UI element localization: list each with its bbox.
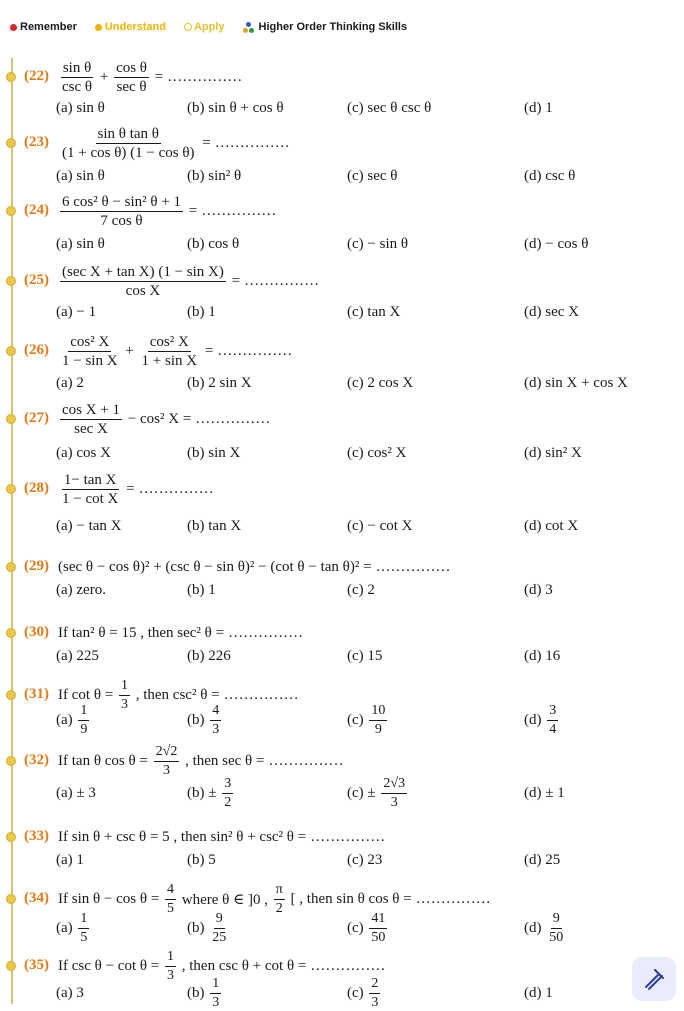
- denominator: 4: [549, 721, 557, 737]
- option-label: (a) zero.: [56, 581, 106, 598]
- question-bullet-icon: [6, 346, 16, 356]
- answer-blank: ……………: [138, 480, 214, 497]
- fraction: [78, 703, 89, 738]
- legend-understand: Understand: [95, 21, 166, 33]
- stem-text: +: [121, 342, 138, 359]
- option-a[interactable]: [56, 979, 84, 1007]
- numerator: 1: [78, 703, 89, 721]
- question-bullet-icon: [6, 206, 16, 216]
- option-a[interactable]: [56, 162, 105, 190]
- stem-text: [ , then sin θ cos θ =: [286, 890, 412, 907]
- yellow-dot-icon: [95, 24, 102, 31]
- option-label: (c) − sin θ: [347, 235, 409, 252]
- option-b[interactable]: [187, 512, 241, 540]
- option-c[interactable]: [347, 230, 408, 258]
- option-c[interactable]: [347, 369, 413, 397]
- fraction: [165, 949, 176, 984]
- option-c[interactable]: [347, 162, 398, 190]
- option-d[interactable]: [524, 230, 588, 258]
- option-label: (a) sin θ: [56, 235, 105, 252]
- option-label: (b) 2 sin X: [187, 374, 252, 391]
- numerator: 1: [119, 678, 130, 696]
- fraction: [547, 703, 558, 738]
- option-c[interactable]: [347, 910, 389, 945]
- option-label: (b) ±: [187, 784, 221, 801]
- option-label: (b) 5: [187, 851, 216, 868]
- numerator: 6 cos² θ − sin² θ + 1: [62, 193, 182, 210]
- answer-blank: ……………: [310, 957, 386, 974]
- option-label: (c) tan X: [347, 303, 401, 320]
- answer-blank: ……………: [214, 134, 290, 151]
- left-margin-rail: [11, 58, 13, 1004]
- option-a[interactable]: [56, 369, 84, 397]
- option-label: (d) 25: [524, 851, 561, 868]
- option-label: (b): [187, 711, 209, 728]
- stem-text: +: [96, 68, 113, 85]
- option-a[interactable]: [56, 779, 96, 807]
- option-d[interactable]: [524, 910, 567, 945]
- denominator: 1 + sin X: [141, 352, 198, 369]
- answer-blank: ……………: [217, 342, 293, 359]
- numerator: 9: [214, 911, 225, 929]
- option-a[interactable]: [56, 702, 91, 737]
- denominator: 50: [549, 929, 564, 945]
- denominator: (1 + cos θ) (1 − cos θ): [62, 144, 195, 161]
- question-number: (27): [24, 410, 49, 426]
- fraction: [114, 60, 149, 95]
- question-stem: [58, 548, 451, 586]
- numerator: cos² X: [70, 333, 110, 350]
- option-label: (a) − 1: [56, 303, 97, 320]
- fraction: [547, 911, 565, 946]
- option-c[interactable]: [347, 94, 431, 122]
- question-bullet-icon: [6, 832, 16, 842]
- ring-icon: [184, 23, 192, 31]
- option-label: (c): [347, 711, 368, 728]
- numerator: 4: [210, 703, 221, 721]
- denominator: 3: [162, 762, 170, 778]
- fraction: [369, 976, 380, 1011]
- option-b[interactable]: [187, 439, 240, 467]
- skill-legend: [10, 14, 425, 40]
- stem-text: If cot θ =: [58, 686, 117, 703]
- stem-text: =: [227, 272, 241, 289]
- option-label: (b) 226: [187, 647, 231, 664]
- question-number: (35): [24, 957, 49, 973]
- option-b[interactable]: [187, 910, 230, 945]
- question-stem: [58, 400, 270, 438]
- answer-blank: ……………: [201, 202, 277, 219]
- option-label: (b) sin X: [187, 444, 241, 461]
- option-label: (c) 15: [347, 647, 383, 664]
- option-label: (c) 2: [347, 581, 375, 598]
- fraction: [60, 126, 197, 161]
- question-number: (31): [24, 686, 49, 702]
- denominator: 1 − sin X: [62, 352, 118, 369]
- answer-blank: ……………: [415, 890, 491, 907]
- option-c[interactable]: [347, 439, 406, 467]
- option-label: (d) 1: [524, 984, 553, 1001]
- option-b[interactable]: [187, 702, 223, 737]
- option-label: (c) ±: [347, 784, 380, 801]
- answer-blank: ……………: [195, 410, 271, 427]
- denominator: sec θ: [116, 78, 147, 95]
- option-label: (c) cos² X: [347, 444, 407, 461]
- fraction: [210, 703, 221, 738]
- edit-tool-button[interactable]: [632, 957, 676, 1001]
- numerator: 2: [369, 976, 380, 994]
- numerator: 4: [165, 882, 176, 900]
- option-label: (d) sin X + cos X: [524, 374, 628, 391]
- option-label: (a): [56, 919, 77, 936]
- numerator: 1: [78, 911, 89, 929]
- fraction: [222, 776, 233, 811]
- question-bullet-icon: [6, 484, 16, 494]
- denominator: 7 cos θ: [100, 212, 143, 229]
- option-d[interactable]: [524, 94, 553, 122]
- option-label: (d) 1: [524, 99, 553, 116]
- denominator: 9: [374, 721, 382, 737]
- answer-blank: ……………: [310, 828, 386, 845]
- option-label: (c): [347, 919, 368, 936]
- option-c[interactable]: [347, 846, 382, 874]
- option-label: (a) ± 3: [56, 784, 96, 801]
- option-c[interactable]: [347, 702, 389, 737]
- denominator: 2: [224, 794, 232, 810]
- fraction: [60, 402, 122, 437]
- denominator: 5: [167, 900, 175, 916]
- denominator: cos X: [125, 282, 161, 299]
- stem-text: where θ ∈ ]0 ,: [178, 891, 272, 908]
- stem-text: If sin θ + csc θ = 5 , then sin² θ + csc² θ =: [58, 828, 307, 845]
- question-stem: [58, 880, 491, 918]
- option-a[interactable]: [56, 846, 84, 874]
- stem-text: =: [198, 134, 211, 151]
- option-label: (a) cos X: [56, 444, 111, 461]
- option-label: (a) 3: [56, 984, 84, 1001]
- option-label: (b) sin θ + cos θ: [187, 99, 284, 116]
- question-stem: [58, 742, 343, 780]
- denominator: 2: [275, 900, 283, 916]
- question-number: (33): [24, 828, 49, 844]
- option-label: (b) sin² θ: [187, 167, 242, 184]
- legend-hots: Higher Order Thinking Skills: [243, 21, 408, 33]
- answer-blank: ……………: [167, 68, 243, 85]
- question-number: (23): [24, 134, 49, 150]
- fraction: [60, 264, 226, 299]
- question-stem: [58, 262, 319, 300]
- option-label: (a) 2: [56, 374, 84, 391]
- fraction: [60, 472, 120, 507]
- option-label: (d): [524, 711, 546, 728]
- option-label: (c) − cot X: [347, 517, 413, 534]
- option-c[interactable]: [347, 576, 375, 604]
- question-bullet-icon: [6, 894, 16, 904]
- stem-text: =: [151, 68, 164, 85]
- question-stem: [58, 332, 292, 370]
- denominator: 25: [212, 929, 227, 945]
- option-label: (c) 23: [347, 851, 383, 868]
- option-label: (a): [56, 711, 77, 728]
- answer-blank: ……………: [244, 272, 320, 289]
- option-label: (d) sec X: [524, 303, 579, 320]
- question-bullet-icon: [6, 72, 16, 82]
- numerator: 3: [547, 703, 558, 721]
- fraction: [369, 703, 387, 738]
- option-label: (d) − cos θ: [524, 235, 589, 252]
- numerator: 9: [551, 911, 562, 929]
- hots-icon: [243, 22, 255, 33]
- fraction: [119, 678, 130, 713]
- option-c[interactable]: [347, 512, 413, 540]
- stem-text: If tan² θ = 15 , then sec² θ =: [58, 624, 225, 641]
- option-d[interactable]: [524, 702, 560, 737]
- option-d[interactable]: [524, 439, 582, 467]
- pencil-icon: [641, 966, 667, 992]
- numerator: 41: [369, 911, 387, 929]
- numerator: π: [274, 882, 285, 900]
- denominator: 5: [80, 929, 88, 945]
- numerator: cos θ: [116, 59, 147, 76]
- option-b[interactable]: [187, 230, 239, 258]
- stem-text: If tan θ cos θ =: [58, 752, 152, 769]
- option-label: (d) csc θ: [524, 167, 576, 184]
- option-label: (c) sec θ: [347, 167, 398, 184]
- option-label: (d) cot X: [524, 517, 579, 534]
- option-label: (d) 16: [524, 647, 561, 664]
- option-c[interactable]: [347, 975, 382, 1010]
- stem-text: − cos² X =: [124, 410, 192, 427]
- stem-text: If sin θ − cos θ =: [58, 890, 164, 907]
- option-label: (d) 3: [524, 581, 553, 598]
- fraction: [210, 911, 228, 946]
- denominator: 9: [80, 721, 88, 737]
- option-label: (b) cos θ: [187, 235, 240, 252]
- option-d[interactable]: [524, 846, 560, 874]
- question-stem: [58, 58, 242, 96]
- denominator: 3: [167, 967, 175, 983]
- numerator: (sec X + tan X) (1 − sin X): [62, 263, 224, 280]
- question-number: (29): [24, 558, 49, 574]
- fraction: [78, 911, 89, 946]
- option-label: (b) 1: [187, 303, 216, 320]
- option-a[interactable]: [56, 642, 99, 670]
- answer-blank: ……………: [375, 558, 451, 575]
- stem-text: =: [201, 342, 214, 359]
- numerator: 3: [222, 776, 233, 794]
- numerator: 1: [210, 976, 221, 994]
- question-bullet-icon: [6, 690, 16, 700]
- option-b[interactable]: [187, 576, 216, 604]
- option-label: (b) tan X: [187, 517, 242, 534]
- fraction: [60, 60, 94, 95]
- denominator: csc θ: [62, 78, 93, 95]
- option-b[interactable]: [187, 94, 284, 122]
- fraction: [60, 194, 183, 229]
- question-bullet-icon: [6, 961, 16, 971]
- option-b[interactable]: [187, 775, 235, 810]
- question-bullet-icon: [6, 138, 16, 148]
- legend-apply: Apply: [184, 21, 225, 33]
- option-label: (d): [524, 919, 546, 936]
- option-b[interactable]: [187, 298, 216, 326]
- fraction: [274, 882, 285, 917]
- stem-text: (sec θ − cos θ)² + (csc θ − sin θ)² − (cot θ − tan θ)² =: [58, 558, 372, 575]
- option-label: (d) sin² X: [524, 444, 582, 461]
- question-bullet-icon: [6, 628, 16, 638]
- option-b[interactable]: [187, 846, 216, 874]
- answer-blank: ……………: [268, 752, 344, 769]
- numerator: sin θ: [62, 59, 92, 76]
- denominator: 3: [390, 794, 398, 810]
- option-d[interactable]: [524, 369, 628, 397]
- option-d[interactable]: [524, 779, 565, 807]
- option-a[interactable]: [56, 94, 105, 122]
- denominator: 3: [212, 994, 220, 1010]
- fraction: [154, 744, 180, 779]
- option-d[interactable]: [524, 576, 553, 604]
- fraction: [60, 334, 120, 369]
- numerator: 2√3: [381, 776, 407, 794]
- numerator: 2√2: [154, 744, 180, 762]
- option-label: (a) 1: [56, 851, 84, 868]
- denominator: 50: [371, 929, 386, 945]
- option-label: (a) 225: [56, 647, 99, 664]
- question-bullet-icon: [6, 276, 16, 286]
- option-d[interactable]: [524, 512, 578, 540]
- question-number: (25): [24, 272, 49, 288]
- option-label: (a) sin θ: [56, 167, 105, 184]
- option-label: (c): [347, 984, 368, 1001]
- question-stem: [58, 124, 290, 162]
- option-b[interactable]: [187, 642, 231, 670]
- question-bullet-icon: [6, 414, 16, 424]
- option-label: (a) − tan X: [56, 517, 122, 534]
- option-a[interactable]: [56, 910, 91, 945]
- stem-text: If csc θ − cot θ =: [58, 957, 164, 974]
- answer-blank: ……………: [228, 624, 304, 641]
- fraction: [210, 976, 221, 1011]
- denominator: 1 − cot X: [62, 490, 119, 507]
- option-label: (b): [187, 919, 209, 936]
- numerator: 10: [369, 703, 387, 721]
- option-c[interactable]: [347, 642, 382, 670]
- question-number: (32): [24, 752, 49, 768]
- numerator: 1− tan X: [63, 471, 117, 488]
- answer-blank: ……………: [223, 686, 299, 703]
- option-label: (c) sec θ csc θ: [347, 99, 432, 116]
- numerator: cos X + 1: [62, 401, 121, 418]
- option-a[interactable]: [56, 576, 106, 604]
- option-b[interactable]: [187, 162, 241, 190]
- legend-remember: Remember: [10, 21, 77, 33]
- fraction: [140, 334, 200, 369]
- denominator: 3: [371, 994, 379, 1010]
- denominator: sec X: [74, 420, 108, 437]
- option-a[interactable]: [56, 439, 111, 467]
- stem-text: =: [122, 480, 135, 497]
- question-number: (28): [24, 480, 49, 496]
- stem-text: =: [185, 202, 198, 219]
- option-d[interactable]: [524, 979, 553, 1007]
- option-label: (b): [187, 984, 209, 1001]
- option-a[interactable]: [56, 230, 105, 258]
- question-stem: [58, 676, 299, 714]
- option-d[interactable]: [524, 642, 560, 670]
- fraction: [381, 776, 407, 811]
- numerator: 1: [165, 949, 176, 967]
- option-b[interactable]: [187, 975, 223, 1010]
- option-b[interactable]: [187, 369, 252, 397]
- question-stem: [58, 470, 214, 508]
- question-number: (34): [24, 890, 49, 906]
- option-label: (c) 2 cos X: [347, 374, 414, 391]
- question-number: (22): [24, 68, 49, 84]
- stem-text: , then csc θ + cot θ =: [178, 957, 307, 974]
- option-label: (a) sin θ: [56, 99, 105, 116]
- question-bullet-icon: [6, 562, 16, 572]
- option-d[interactable]: [524, 162, 575, 190]
- option-label: (d) ± 1: [524, 784, 565, 801]
- option-a[interactable]: [56, 298, 96, 326]
- fraction: [369, 911, 387, 946]
- denominator: 3: [212, 721, 220, 737]
- denominator: 3: [120, 696, 128, 712]
- question-number: (24): [24, 202, 49, 218]
- option-c[interactable]: [347, 298, 400, 326]
- stem-text: , then sec θ =: [181, 752, 265, 769]
- option-d[interactable]: [524, 298, 579, 326]
- question-bullet-icon: [6, 756, 16, 766]
- fraction: [165, 882, 176, 917]
- question-stem: [58, 818, 385, 856]
- question-number: (26): [24, 342, 49, 358]
- numerator: sin θ tan θ: [97, 125, 159, 142]
- question-number: (30): [24, 624, 49, 640]
- red-dot-icon: [10, 24, 17, 31]
- option-label: (b) 1: [187, 581, 216, 598]
- option-c[interactable]: [347, 775, 409, 810]
- numerator: cos² X: [149, 333, 189, 350]
- question-stem: [58, 192, 276, 230]
- stem-text: , then csc² θ =: [131, 686, 220, 703]
- option-a[interactable]: [56, 512, 122, 540]
